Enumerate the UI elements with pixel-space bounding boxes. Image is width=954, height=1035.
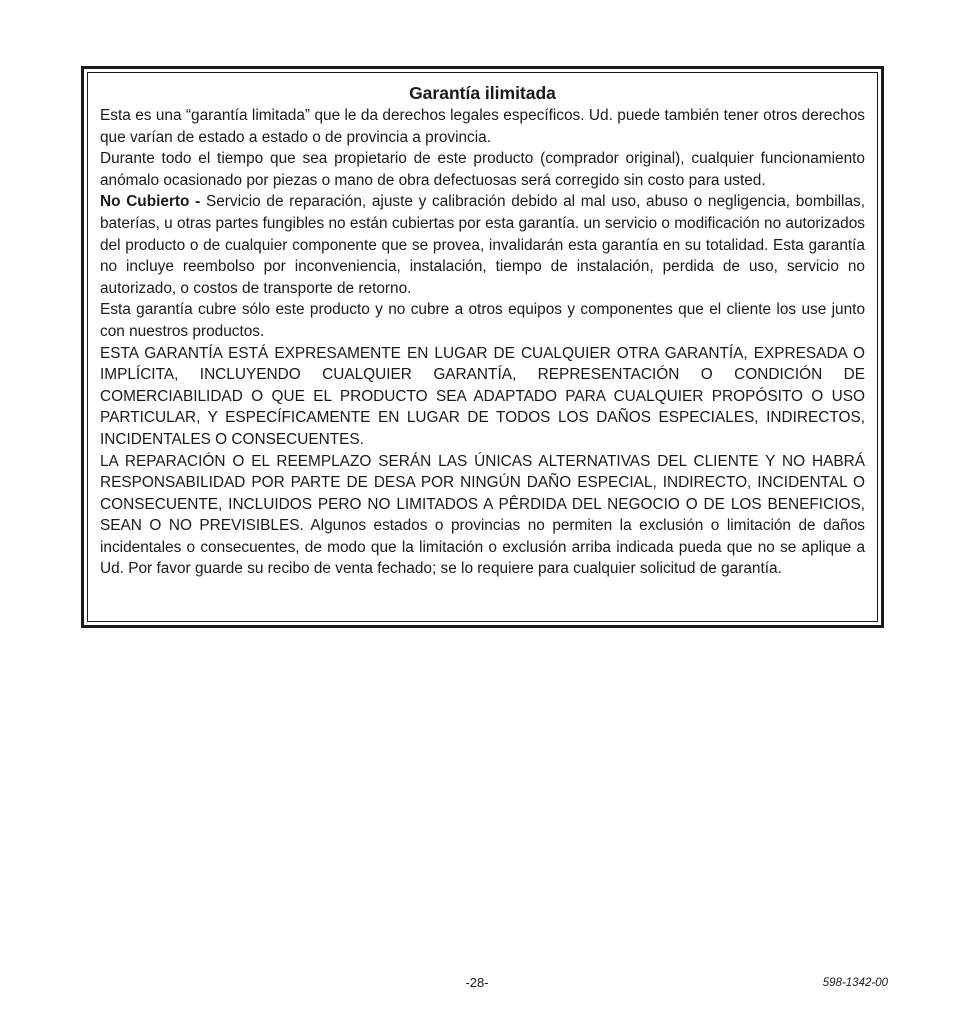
not-covered-text: Servicio de reparación, ajuste y calibración debido al mal uso, abuso o negligencia, bombillas, baterías, u otras partes fungibles no están cubiertas por esta garantía. un servicio o modificación no autorizados del producto o de cualquier componente que se provea, invalidarán esta garantía en su totalidad. Esta garantía no incluye reembolso por inconveniencia, instalación, tiempo de instalación, perdida de uso, servicio no autorizado, o costos de transporte de retorno. (100, 193, 865, 297)
warranty-title: Garantía ilimitada (409, 83, 556, 103)
page-number: -28- (465, 975, 489, 990)
warranty-inner-frame (87, 72, 878, 622)
warranty-coverage-paragraph: Durante todo el tiempo que sea propietario de este producto (comprador original), cualquier funcionamiento anómalo ocasionado por piezas o mano de obra defectuosas será corregido sin costo para usted. (100, 150, 865, 189)
not-covered-label: No Cubierto - (100, 193, 201, 211)
document-code: 598-1342-00 (822, 977, 888, 989)
warranty-remedy-paragraph: LA REPARACIÓN O EL REEMPLAZO SERÁN LAS ÚNICAS ALTERNATIVAS DEL CLIENTE Y NO HABRÁ RESPONSABILIDAD POR PARTE DE DESA POR NINGÚN DAÑO ESPECIAL, INDIRECTO, INCIDENTAL O CONSECUENTE, INCLUIDOS PERO NO LIMITADOS A PÊRDIDA DEL NEGOCIO O DE LOS BENEFICIOS, SEAN O NO PREVISIBLES. Algunos estados o provincias no permiten la exclusión o limitación de daños incidentales o consecuentes, de modo que la limitación o exclusión arriba indicada pueda que no se aplique a Ud. Por favor guarde su recibo de venta fechado; se lo requiere para cualquier solicitud de garantía. (100, 452, 865, 578)
warranty-not-covered-paragraph (100, 191, 865, 299)
warranty-intro-paragraph: Esta es una “garantía limitada” que le da derechos legales específicos. Ud. puede también tener otros derechos que varían de estado a estado o de provincia a provincia. (100, 107, 865, 146)
warranty-box (81, 66, 884, 628)
warranty-scope-paragraph: Esta garantía cubre sólo este producto y no cubre a otros equipos y componentes que el cliente los use junto con nuestros productos. (100, 301, 865, 340)
warranty-exclusive-paragraph: ESTA GARANTÍA ESTÁ EXPRESAMENTE EN LUGAR DE CUALQUIER OTRA GARANTÍA, EXPRESADA O IMPLÍCITA, INCLUYENDO CUALQUIER GARANTÍA, REPRESENTACIÓN O CONDICIÓN DE COMERCIABILIDAD O QUE EL PRODUCTO SEA ADAPTADO PARA CUALQUIER PROPÓSITO O USO PARTICULAR, Y ESPECÍFICAMENTE EN LUGAR DE TODOS LOS DAÑOS ESPECIALES, INDIRECTOS, INCIDENTALES O CONSECUENTES. (100, 344, 865, 448)
